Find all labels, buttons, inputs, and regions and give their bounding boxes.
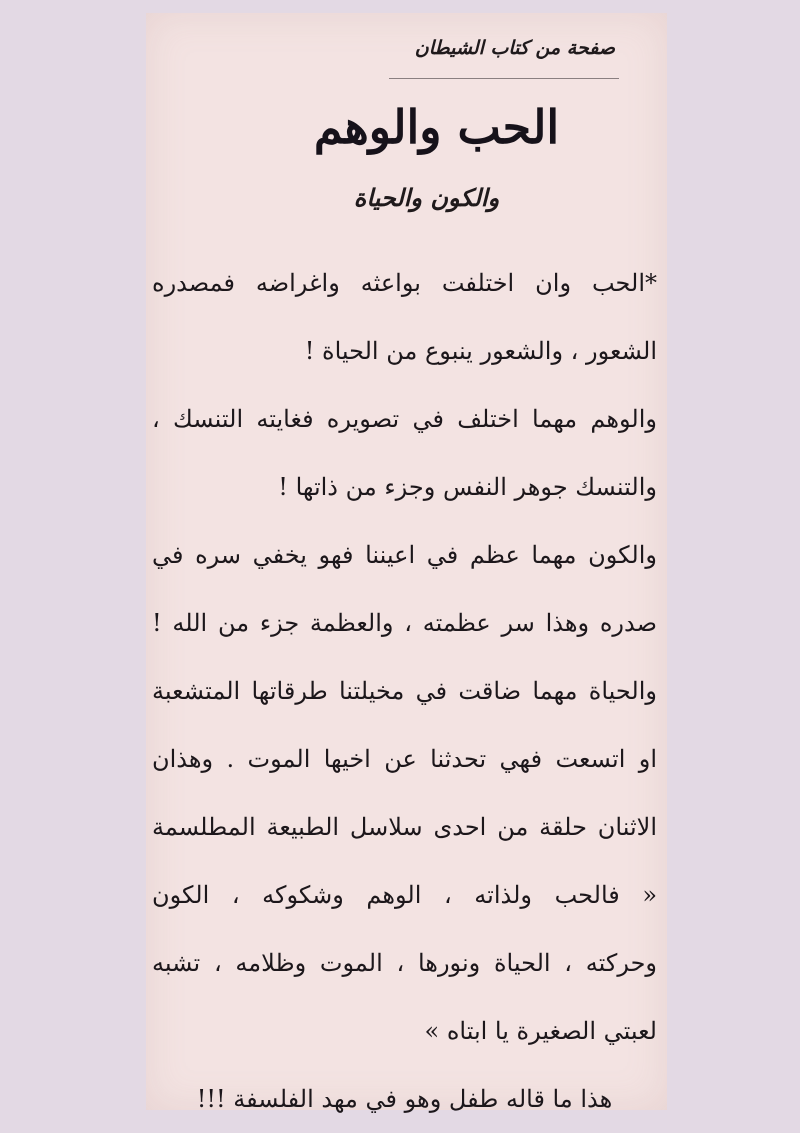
source-caption: صفحة من كتاب الشيطان: [414, 37, 615, 59]
text-line: وحركته ، الحياة ونورها ، الموت وظلامه ، تشبه: [152, 949, 657, 977]
caption-underline: [389, 78, 619, 79]
text-line: لعبتي الصغيرة يا ابتاه »: [424, 1017, 657, 1045]
text-line: *الحب وان اختلفت بواعثه واغراضه فمصدره: [152, 269, 657, 297]
text-line: والتنسك جوهر النفس وجزء من ذاتها !: [278, 473, 657, 501]
book-page-clipping: [146, 13, 667, 1113]
text-line: صدره وهذا سر عظمته ، والعظمة جزء من الله !: [152, 609, 657, 637]
text-line: الاثنان حلقة من احدى سلاسل الطبيعة المطلسمة: [152, 813, 657, 841]
closing-line: هذا ما قاله طفل وهو في مهد الفلسفة !!!: [196, 1085, 613, 1113]
text-line: والكون مهما عظم في اعيننا فهو يخفي سره في: [152, 541, 657, 569]
page-subtitle: والكون والحياة: [353, 183, 500, 212]
body-text: [152, 249, 657, 1133]
text-line: او اتسعت فهي تحدثنا عن اخيها الموت . وهذان: [152, 745, 657, 773]
page-content: [146, 13, 667, 1113]
text-line: الشعور ، والشعور ينبوع من الحياة !: [304, 337, 657, 365]
text-line: والوهم مهما اختلف في تصويره فغايته التنسك ،: [152, 405, 657, 433]
text-line: « فالحب ولذاته ، الوهم وشكوكه ، الكون: [152, 881, 657, 909]
page-title: الحب والوهم: [313, 100, 560, 154]
text-line: والحياة مهما ضاقت في مخيلتنا طرقاتها المتشعبة: [152, 677, 657, 705]
